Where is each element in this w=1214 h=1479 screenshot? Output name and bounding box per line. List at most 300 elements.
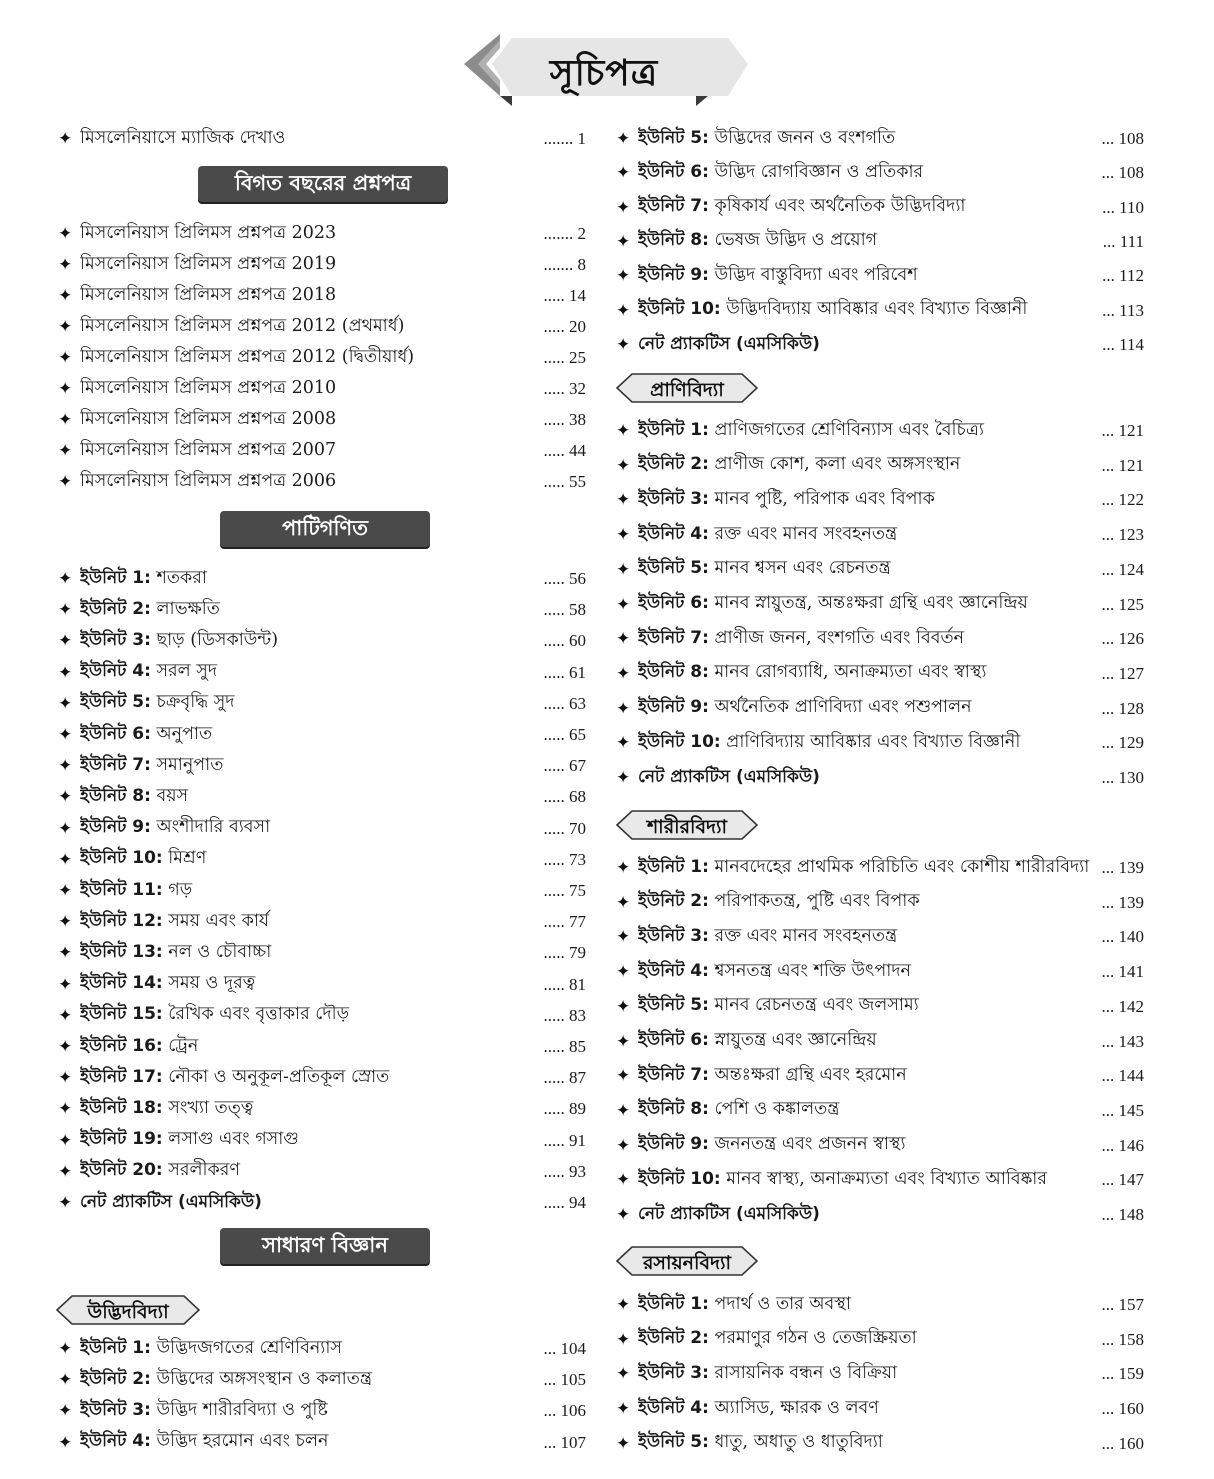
unit-label: ইউনিট 14: — [80, 973, 163, 994]
toc-row[interactable] — [58, 784, 586, 810]
page-number: ... 143 — [1101, 1031, 1144, 1051]
toc-row[interactable] — [58, 753, 586, 779]
unit-label: ইউনিট 5: — [638, 995, 709, 1016]
toc-row[interactable] — [58, 1034, 586, 1060]
page-number: ..... 94 — [543, 1193, 586, 1212]
toc-entry-text: ইউনিট 3: রাসায়নিক বন্ধন ও বিক্রিয়া — [638, 1362, 898, 1383]
page-number: ... 106 — [543, 1401, 586, 1421]
toc-row[interactable] — [58, 345, 586, 371]
page-number: ..... 73 — [543, 849, 586, 869]
bullet-star-icon: ✦ — [58, 849, 73, 870]
toc-row[interactable] — [58, 1096, 586, 1122]
unit-label: ইউনিট 7: — [638, 627, 709, 648]
page-number: ... 125 — [1101, 594, 1144, 614]
bullet-star-icon: ✦ — [58, 255, 73, 275]
bullet-star-icon: ✦ — [616, 1100, 631, 1121]
toc-entry-text: ইউনিট 1: শতকরা — [80, 567, 207, 588]
bullet-star-icon: ✦ — [58, 662, 73, 683]
toc-entry-text: ইউনিট 4: রক্ত এবং মানব সংবহনতন্ত্র — [638, 523, 898, 544]
page-number: ..... 93 — [543, 1161, 586, 1181]
bullet-star-icon: ✦ — [58, 1068, 73, 1089]
page-number: ... 112 — [1102, 266, 1144, 286]
bullet-star-icon: ✦ — [616, 1433, 631, 1454]
toc-row[interactable] — [58, 940, 586, 966]
tag-label: প্রাণিবিদ্যা — [650, 379, 724, 401]
page-number: ..... 55 — [543, 472, 586, 491]
toc-entry-text: ইউনিট 20: সরলীকরণ — [80, 1160, 240, 1181]
page-number: ... 127 — [1101, 663, 1144, 683]
toc-row[interactable] — [616, 661, 1144, 687]
page-number: ..... 79 — [543, 943, 586, 963]
toc-entry-text: ইউনিট 9: উদ্ভিদ বাস্তুবিদ্যা এবং পরিবেশ — [638, 264, 918, 285]
toc-entry-text — [638, 1201, 1102, 1229]
bullet-star-icon: ✦ — [58, 725, 73, 745]
toc-entry-text: ইউনিট 8: ভেষজ উদ্ভিদ ও প্রয়োগ — [638, 230, 878, 251]
unit-label: ইউনিট 3: — [638, 1362, 709, 1383]
toc-row[interactable] — [58, 722, 586, 748]
toc-entry-text: ইউনিট 12: সময় এবং কার্য — [80, 910, 269, 931]
toc-row[interactable] — [616, 418, 1144, 444]
bullet-star-icon: ✦ — [616, 490, 631, 511]
bullet-star-icon: ✦ — [616, 455, 631, 476]
tag-label: উদ্ভিদবিদ্যা — [87, 1301, 169, 1323]
page-number: ....... 2 — [543, 224, 586, 243]
toc-entry-text: ইউনিট 2: উদ্ভিদের অঙ্গসংস্থান ও কলাতন্ত্র — [80, 1368, 373, 1389]
toc-entry-text: ইউনিট 16: ট্রেন — [80, 1035, 199, 1056]
page-number: ... 107 — [543, 1432, 586, 1452]
toc-row[interactable] — [58, 566, 586, 592]
bullet-star-icon: ✦ — [58, 974, 73, 995]
bullet-star-icon: ✦ — [616, 892, 631, 913]
page-number: ... 122 — [1101, 490, 1144, 510]
unit-label: ইউনিট 1: — [80, 567, 151, 588]
page-number: ... 123 — [1101, 525, 1144, 545]
bullet-star-icon: ✦ — [58, 881, 73, 901]
toc-row[interactable] — [616, 924, 1144, 950]
unit-label: ইউনিট 9: — [638, 1134, 709, 1155]
toc-entry-text: ইউনিট 1: পদার্থ ও তার অবস্থা — [638, 1293, 851, 1314]
toc-entry-text: ইউনিট 3: রক্ত এবং মানব সংবহনতন্ত্র — [638, 925, 898, 946]
toc-row[interactable] — [616, 126, 1144, 152]
bullet-star-icon: ✦ — [58, 912, 73, 933]
page-number: ... 129 — [1101, 733, 1144, 753]
page-number: ... 108 — [1101, 129, 1144, 148]
unit-label: নেট প্র্যাকটিস (এমসিকিউ) — [638, 767, 820, 787]
bullet-star-icon: ✦ — [616, 1295, 631, 1315]
toc-entry-text: ইউনিট 4: শ্বসনতন্ত্র এবং শক্তি উৎপাদন — [638, 960, 911, 981]
bullet-star-icon: ✦ — [616, 559, 631, 580]
unit-label: ইউনিট 7: — [638, 196, 709, 217]
page-number: ..... 68 — [543, 787, 586, 807]
unit-label: ইউনিট 4: — [80, 661, 151, 682]
toc-entry-text: ইউনিট 15: রৈখিক এবং বৃত্তাকার দৌড় — [80, 1004, 350, 1025]
page-number: ... 147 — [1101, 1170, 1144, 1190]
unit-label: ইউনিট 3: — [638, 488, 709, 509]
page-number: ..... 14 — [543, 286, 586, 305]
toc-entry-text: মিসলেনিয়াস প্রিলিমস প্রশ্নপত্র 2012 (প্রথমার্ধ) — [80, 315, 405, 336]
toc-entry-text: মিসলেনিয়াস প্রিলিমস প্রশ্নপত্র 2012 (দ্বিতীয়ার্ধ) — [80, 346, 415, 367]
toc-row[interactable] — [58, 691, 586, 717]
toc-row[interactable] — [58, 1398, 586, 1424]
page-number: ..... 61 — [543, 662, 586, 682]
toc-row[interactable] — [58, 252, 586, 278]
toc-entry-text: মিসলেনিয়াস প্রিলিমস প্রশ্নপত্র 2010 — [80, 377, 337, 398]
unit-label: ইউনিট 1: — [638, 419, 709, 440]
toc-row[interactable] — [616, 195, 1144, 221]
unit-label: ইউনিট 18: — [80, 1097, 163, 1118]
unit-label: ইউনিট 10: — [638, 731, 721, 752]
unit-label: ইউনিট 1: — [638, 856, 709, 877]
toc-row[interactable] — [616, 298, 1144, 324]
toc-row[interactable] — [58, 376, 586, 402]
unit-label: ইউনিট 7: — [80, 754, 151, 775]
toc-entry-text: ইউনিট 6: অনুপাত — [80, 723, 213, 744]
toc-entry-text: ইউনিট 10: মানব স্বাস্থ্য, অনাক্রম্যতা এবং বিখ্যাত আবিষ্কার — [638, 1168, 1048, 1189]
toc-row[interactable] — [58, 1003, 586, 1029]
toc-row[interactable] — [58, 221, 586, 247]
toc-row[interactable] — [58, 597, 586, 623]
toc-row[interactable] — [58, 909, 586, 935]
toc-entry-text: ইউনিট 2: পরিপাকতন্ত্র, পুষ্টি এবং বিপাক — [638, 891, 920, 912]
page-number: ... 113 — [1102, 300, 1144, 320]
bullet-star-icon: ✦ — [616, 231, 631, 252]
toc-row[interactable] — [58, 314, 586, 340]
toc-entry-text: ইউনিট 7: অন্তঃক্ষরা গ্রন্থি এবং হরমোন — [638, 1064, 907, 1085]
subsection-tag-physiology — [616, 810, 758, 840]
bullet-star-icon: ✦ — [616, 768, 631, 788]
toc-row[interactable] — [58, 1367, 586, 1393]
toc-row[interactable] — [58, 407, 586, 433]
unit-label: ইউনিট 10: — [638, 299, 721, 319]
unit-label: ইউনিট 15: — [80, 1004, 163, 1025]
bullet-star-icon: ✦ — [58, 1037, 73, 1057]
section-banner-previous-papers: বিগত বছরের প্রশ্নপত্র — [198, 166, 448, 202]
page-number: ..... 38 — [543, 410, 586, 429]
page-number: ... 148 — [1101, 1205, 1144, 1224]
toc-entry-text: ইউনিট 6: মানব স্নায়ুতন্ত্র, অন্তঃক্ষরা গ্রন্থি এবং জ্ঞানেন্দ্রিয় — [638, 593, 1028, 613]
bullet-star-icon: ✦ — [58, 631, 73, 652]
bullet-star-icon: ✦ — [58, 600, 73, 621]
bullet-star-icon: ✦ — [616, 698, 631, 719]
page-number: ..... 56 — [543, 569, 586, 588]
toc-row[interactable] — [58, 1336, 586, 1362]
toc-row[interactable] — [616, 592, 1144, 618]
unit-label: নেট প্র্যাকটিস (এমসিকিউ) — [80, 1192, 262, 1212]
toc-row[interactable] — [616, 959, 1144, 985]
bullet-star-icon: ✦ — [58, 569, 73, 589]
page-number: ....... 8 — [543, 255, 586, 274]
unit-label: ইউনিট 5: — [638, 127, 709, 148]
unit-label: ইউনিট 17: — [80, 1066, 163, 1087]
toc-entry-text: মিসলেনিয়াসে ম্যাজিক দেখাও — [80, 127, 286, 148]
toc-row[interactable] — [58, 847, 586, 873]
unit-label: ইউনিট 8: — [638, 662, 709, 683]
unit-label: ইউনিট 2: — [80, 1368, 151, 1389]
subsection-tag-zoology — [616, 373, 758, 403]
toc-row[interactable] — [616, 626, 1144, 652]
page-number: ..... 85 — [543, 1037, 586, 1056]
toc-row[interactable] — [616, 1063, 1144, 1089]
page-number: ... 145 — [1101, 1100, 1144, 1120]
bullet-star-icon: ✦ — [58, 379, 73, 399]
bullet-star-icon: ✦ — [616, 197, 631, 218]
bullet-star-icon: ✦ — [616, 129, 631, 149]
page-number: ..... 70 — [543, 818, 586, 838]
unit-label: ইউনিট 20: — [80, 1160, 163, 1181]
toc-row[interactable] — [616, 994, 1144, 1020]
page-number: ... 126 — [1101, 629, 1144, 649]
unit-label: ইউনিট 8: — [638, 1099, 709, 1120]
toc-entry-text: ইউনিট 5: মানব শ্বসন এবং রেচনতন্ত্র — [638, 558, 891, 579]
toc-entry-text — [638, 331, 1102, 359]
unit-label: ইউনিট 2: — [638, 891, 709, 912]
unit-label: ইউনিট 19: — [80, 1129, 163, 1150]
bullet-star-icon: ✦ — [616, 1170, 631, 1191]
tag-label: রসায়নবিদ্যা — [642, 1252, 732, 1274]
page-number: ... 121 — [1101, 455, 1144, 475]
bullet-star-icon: ✦ — [616, 334, 631, 355]
bullet-star-icon: ✦ — [616, 421, 631, 441]
page-number: ... 105 — [543, 1370, 586, 1390]
toc-entry-text: ইউনিট 8: বয়স — [80, 785, 189, 806]
unit-label: ইউনিট 12: — [80, 910, 163, 931]
bullet-star-icon: ✦ — [58, 1130, 73, 1151]
toc-entry-text: ইউনিট 14: সময় ও দূরত্ব — [80, 973, 256, 994]
toc-row[interactable] — [616, 453, 1144, 479]
toc-row[interactable] — [58, 1190, 586, 1216]
toc-row[interactable] — [58, 1159, 586, 1185]
toc-row[interactable] — [616, 1098, 1144, 1124]
bullet-star-icon: ✦ — [616, 733, 631, 754]
page-number: ... 130 — [1101, 768, 1144, 787]
page-number: ... 141 — [1101, 962, 1144, 982]
page-number: ..... 81 — [543, 974, 586, 994]
toc-entry-text: ইউনিট 7: কৃষিকার্য এবং অর্থনৈতিক উদ্ভিদবিদ্যা — [638, 196, 966, 217]
page-title: সূচিপত্র — [549, 52, 659, 94]
unit-label: ইউনিট 9: — [80, 817, 151, 838]
subsection-tag-botany — [56, 1295, 200, 1325]
bullet-star-icon: ✦ — [58, 1339, 73, 1359]
bullet-star-icon: ✦ — [616, 525, 631, 546]
toc-entry-text: ইউনিট 9: অর্থনৈতিক প্রাণিবিদ্যা এবং পশুপালন — [638, 697, 972, 718]
bullet-star-icon: ✦ — [616, 1066, 631, 1087]
toc-row[interactable] — [58, 878, 586, 904]
toc-entry-text: ইউনিট 6: উদ্ভিদ রোগবিজ্ঞান ও প্রতিকার — [638, 161, 924, 182]
toc-row[interactable] — [58, 1430, 586, 1456]
unit-label: ইউনিট 8: — [80, 785, 151, 806]
page-number: ... 160 — [1101, 1433, 1144, 1453]
unit-label: ইউনিট 6: — [638, 593, 709, 613]
toc-entry-text: ইউনিট 9: জননতন্ত্র এবং প্রজনন স্বাস্থ্য — [638, 1134, 906, 1155]
page-number: ..... 91 — [543, 1130, 586, 1150]
toc-row[interactable] — [616, 1292, 1144, 1318]
toc-row[interactable] — [616, 160, 1144, 186]
bullet-star-icon: ✦ — [58, 943, 73, 964]
page-number: ... 146 — [1101, 1135, 1144, 1155]
toc-entry-text: মিসলেনিয়াস প্রিলিমস প্রশ্নপত্র 2008 — [80, 408, 337, 429]
bullet-star-icon: ✦ — [616, 629, 631, 650]
page-number: ....... 1 — [543, 129, 586, 148]
toc-row[interactable] — [616, 855, 1144, 881]
toc-entry-text: ইউনিট 7: সমানুপাত — [80, 754, 224, 775]
bullet-star-icon: ✦ — [616, 300, 631, 321]
page-number: ... 128 — [1101, 698, 1144, 718]
page-number: ..... 77 — [543, 912, 586, 932]
toc-row[interactable] — [58, 972, 586, 998]
bullet-star-icon: ✦ — [616, 1399, 631, 1420]
unit-label: ইউনিট 9: — [638, 697, 709, 718]
toc-row[interactable] — [616, 1396, 1144, 1422]
toc-row[interactable] — [616, 1202, 1144, 1228]
unit-label: ইউনিট 3: — [80, 1399, 151, 1420]
unit-label: ইউনিট 2: — [80, 598, 151, 619]
toc-row[interactable] — [616, 557, 1144, 583]
toc-entry-text: ইউনিট 1: মানবদেহের প্রাথমিক পরিচিতি এবং কোশীয় শারীরবিদ্যা — [638, 856, 1090, 877]
page-number: ... 159 — [1101, 1364, 1144, 1384]
bullet-star-icon: ✦ — [58, 224, 73, 244]
bullet-star-icon: ✦ — [58, 410, 73, 430]
tag-label: শারীরবিদ্যা — [646, 816, 728, 838]
page-number: ... 104 — [543, 1339, 586, 1358]
page-number: ..... 89 — [543, 1099, 586, 1119]
bullet-star-icon: ✦ — [616, 1205, 631, 1225]
toc-entry-text: ইউনিট 3: উদ্ভিদ শারীরবিদ্যা ও পুষ্টি — [80, 1399, 328, 1420]
toc-entry-text: ইউনিট 17: নৌকা ও অনুকূল-প্রতিকূল স্রোত — [80, 1066, 390, 1087]
bullet-star-icon: ✦ — [58, 348, 73, 368]
unit-label: নেট প্র্যাকটিস (এমসিকিউ) — [638, 1204, 820, 1224]
toc-entry-text: ইউনিট 2: পরমাণুর গঠন ও তেজস্ক্রিয়তা — [638, 1328, 917, 1349]
toc-entry-text: ইউনিট 1: উদ্ভিদজগতের শ্রেণিবিন্যাস — [80, 1337, 342, 1358]
page-number: ... 108 — [1101, 163, 1144, 183]
toc-entry-text: ইউনিট 4: সরল সুদ — [80, 661, 218, 682]
unit-label: ইউনিট 1: — [80, 1337, 151, 1358]
page-number: ..... 87 — [543, 1068, 586, 1088]
bullet-star-icon: ✦ — [58, 472, 73, 492]
toc-row[interactable] — [616, 522, 1144, 548]
toc-row[interactable] — [616, 890, 1144, 916]
toc-row[interactable] — [616, 696, 1144, 722]
bullet-star-icon: ✦ — [58, 1099, 73, 1120]
bullet-star-icon: ✦ — [616, 1329, 631, 1350]
toc-row[interactable] — [616, 1361, 1144, 1387]
toc-row[interactable] — [616, 332, 1144, 358]
toc-entry-text — [80, 1189, 544, 1217]
subsection-tag-chemistry — [616, 1246, 758, 1276]
page-number: ... 121 — [1101, 421, 1144, 440]
page-number: ... 158 — [1101, 1329, 1144, 1349]
toc-entry-text: ইউনিট 10: মিশ্রণ — [80, 848, 207, 869]
toc-row[interactable] — [58, 438, 586, 464]
toc-entry-text: ইউনিট 13: নল ও চৌবাচ্চা — [80, 941, 272, 962]
section-banner-arithmetic: পাটিগণিত — [220, 511, 430, 547]
toc-row[interactable] — [58, 816, 586, 842]
bullet-star-icon: ✦ — [616, 163, 631, 184]
toc-entry-text: ইউনিট 3: মানব পুষ্টি, পরিপাক এবং বিপাক — [638, 488, 935, 509]
toc-row[interactable] — [616, 1327, 1144, 1353]
page-number: ..... 20 — [543, 317, 586, 336]
toc-entry-text: ইউনিট 9: অংশীদারি ব্যবসা — [80, 817, 271, 838]
toc-row[interactable] — [58, 628, 586, 654]
unit-label: ইউনিট 4: — [638, 960, 709, 981]
bullet-star-icon: ✦ — [58, 1161, 73, 1182]
bullet-star-icon: ✦ — [58, 1193, 73, 1213]
page-number: ... 124 — [1101, 559, 1144, 579]
toc-row[interactable] — [58, 1065, 586, 1091]
page-number: ... 140 — [1101, 927, 1144, 947]
bullet-star-icon: ✦ — [58, 441, 73, 461]
toc-entry-text: ইউনিট 10: উদ্ভিদবিদ্যায় আবিষ্কার এবং বিখ্যাত বিজ্ঞানী — [638, 299, 1028, 319]
toc-row[interactable] — [616, 1431, 1144, 1457]
page-number: ... 142 — [1101, 996, 1144, 1016]
toc-entry-text: ইউনিট 3: ছাড় (ডিসকাউন্ট) — [80, 629, 279, 650]
unit-label: ইউনিট 16: — [80, 1035, 163, 1056]
page-number: ... 157 — [1101, 1295, 1144, 1314]
toc-row[interactable] — [616, 487, 1144, 513]
unit-label: ইউনিট 10: — [80, 848, 163, 869]
toc-row[interactable] — [58, 469, 586, 495]
bullet-star-icon: ✦ — [616, 962, 631, 983]
page-number: ... 160 — [1101, 1399, 1144, 1419]
toc-row[interactable] — [58, 126, 586, 152]
bullet-star-icon: ✦ — [58, 787, 73, 808]
page-number: ..... 58 — [543, 600, 586, 620]
toc-entry-text: মিসলেনিয়াস প্রিলিমস প্রশ্নপত্র 2019 — [80, 253, 337, 274]
toc-row[interactable] — [58, 283, 586, 309]
toc-row[interactable] — [616, 1029, 1144, 1055]
toc-entry-text: ইউনিট 1: প্রাণিজগতের শ্রেণিবিন্যাস এবং বৈচিত্র্য — [638, 419, 984, 440]
toc-entry-text: ইউনিট 10: প্রাণিবিদ্যায় আবিষ্কার এবং বিখ্যাত বিজ্ঞানী — [638, 731, 1021, 752]
toc-row[interactable] — [616, 229, 1144, 255]
unit-label: ইউনিট 5: — [638, 558, 709, 579]
toc-row[interactable] — [58, 1128, 586, 1154]
page-number: ... 139 — [1101, 858, 1144, 877]
toc-entry-text: ইউনিট 7: প্রাণীজ জনন, বংশগতি এবং বিবর্তন — [638, 627, 965, 648]
unit-label: ইউনিট 4: — [638, 523, 709, 544]
toc-entry-text: ইউনিট 5: ধাতু, অধাতু ও ধাতুবিদ্যা — [638, 1432, 883, 1453]
bullet-star-icon: ✦ — [616, 594, 631, 615]
toc-entry-text: ইউনিট 18: সংখ্যা তত্ত্ব — [80, 1097, 254, 1118]
bullet-star-icon: ✦ — [616, 858, 631, 878]
toc-entry-text: ইউনিট 5: চক্রবৃদ্ধি সুদ — [80, 692, 235, 713]
bullet-star-icon: ✦ — [58, 286, 73, 306]
unit-label: ইউনিট 2: — [638, 454, 709, 475]
unit-label: ইউনিট 10: — [638, 1168, 721, 1189]
toc-entry-text: ইউনিট 5: উদ্ভিদের জনন ও বংশগতি — [638, 127, 896, 148]
unit-label: ইউনিট 6: — [80, 723, 151, 744]
page-number: ... 144 — [1101, 1066, 1144, 1086]
bullet-star-icon: ✦ — [58, 1401, 73, 1422]
bullet-star-icon: ✦ — [616, 266, 631, 287]
toc-row[interactable] — [58, 660, 586, 686]
toc-entry-text: ইউনিট 8: মানব রোগব্যাধি, অনাক্রম্যতা এবং স্বাস্থ্য — [638, 662, 987, 683]
toc-row[interactable] — [616, 730, 1144, 756]
page-number: ... 114 — [1102, 334, 1144, 354]
toc-row[interactable] — [616, 263, 1144, 289]
page-number: ..... 44 — [543, 441, 586, 460]
unit-label: ইউনিট 7: — [638, 1064, 709, 1085]
unit-label: ইউনিট 6: — [638, 161, 709, 182]
page-number: ... 139 — [1101, 892, 1144, 912]
unit-label: ইউনিট 4: — [80, 1431, 151, 1452]
toc-row[interactable] — [616, 1167, 1144, 1193]
bullet-star-icon: ✦ — [616, 1031, 631, 1052]
unit-label: ইউনিট 13: — [80, 941, 163, 962]
unit-label: ইউনিট 4: — [638, 1397, 709, 1418]
toc-row[interactable] — [616, 1133, 1144, 1159]
page-number: ..... 67 — [543, 756, 586, 776]
toc-row[interactable] — [616, 765, 1144, 791]
unit-label: ইউনিট 5: — [638, 1432, 709, 1453]
